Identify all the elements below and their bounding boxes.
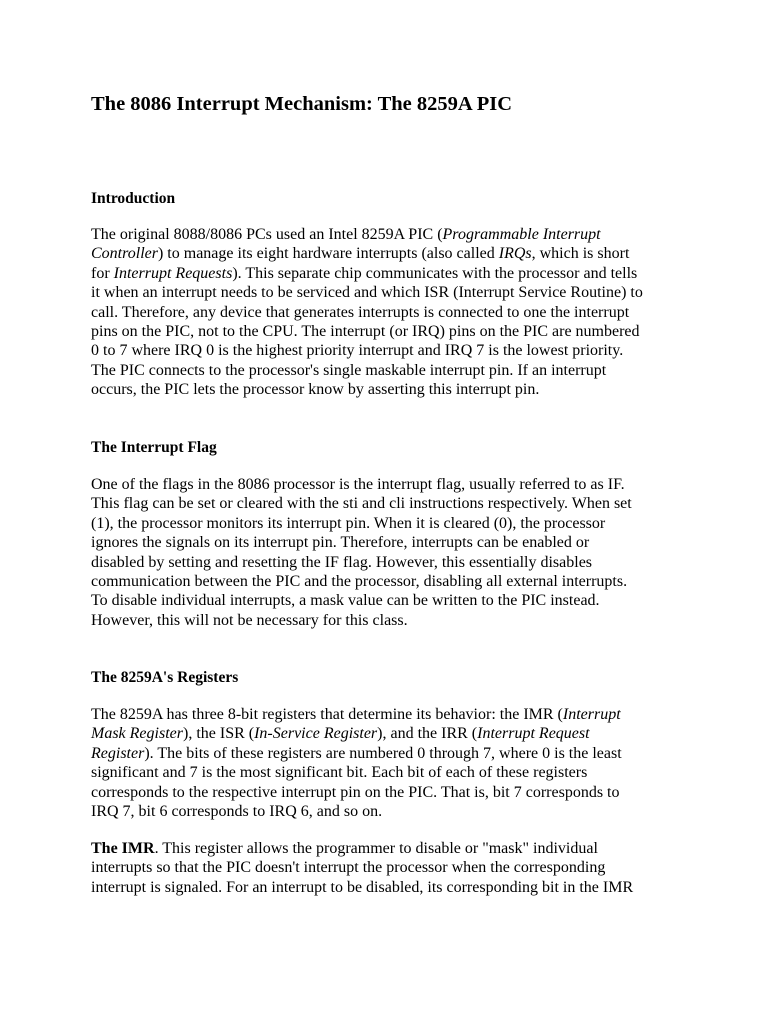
interrupt-flag-heading: The Interrupt Flag — [91, 439, 217, 456]
registers-heading: The 8259A's Registers — [91, 669, 239, 686]
paragraph-line: The original 8088/8086 PCs used an Intel 8259A PIC (Programmable Interrupt — [91, 226, 601, 243]
paragraph-line: Mask Register), the ISR (In-Service Register), and the IRR (Interrupt Request — [91, 725, 590, 743]
introduction-paragraph — [91, 225, 681, 400]
paragraph-line: This flag can be set or cleared with the sti and cli instructions respectively. When set — [91, 495, 632, 513]
paragraph-line: for Interrupt Requests). This separate chip communicates with the processor and tells — [91, 264, 638, 282]
paragraph-line: IRQ 7, bit 6 corresponds to IRQ 6, and so on. — [91, 803, 383, 821]
paragraph-line: corresponds to the respective interrupt pin on the PIC. That is, bit 7 corresponds to — [91, 783, 620, 801]
paragraph-line: interrupts so that the PIC doesn't interrupt the processor when the corresponding — [91, 859, 606, 877]
paragraph-line: disabled by setting and resetting the IF flag. However, this essentially disables — [91, 553, 593, 571]
paragraph-line: (1), the processor monitors its interrupt pin. When it is cleared (0), the processor — [91, 514, 606, 532]
paragraph-line: To disable individual interrupts, a mask value can be written to the PIC instead. — [91, 592, 600, 610]
paragraph-line: Controller) to manage its eight hardware interrupts (also called IRQs, which is short — [91, 245, 630, 263]
paragraph-line: pins on the PIC, not to the CPU. The interrupt (or IRQ) pins on the PIC are numbered — [91, 323, 640, 341]
paragraph-line: The 8259A has three 8-bit registers that determine its behavior: the IMR (Interrupt — [91, 706, 621, 723]
paragraph-line: occurs, the PIC lets the processor know by asserting this interrupt pin. — [91, 381, 540, 399]
paragraph-line: it when an interrupt needs to be serviced and which ISR (Interrupt Service Routine) to — [91, 284, 643, 302]
paragraph-line: interrupt is signaled. For an interrupt to be disabled, its corresponding bit in the IMR — [91, 878, 634, 896]
paragraph-line: significant and 7 is the most significant bit. Each bit of each of these registers — [91, 764, 588, 782]
paragraph-line: One of the flags in the 8086 processor is the interrupt flag, usually referred to as IF. — [91, 476, 625, 493]
paragraph-line: Register). The bits of these registers are numbered 0 through 7, where 0 is the least — [91, 744, 622, 762]
introduction-heading: Introduction — [91, 190, 176, 207]
paragraph-line: 0 to 7 where IRQ 0 is the highest priority interrupt and IRQ 7 is the lowest priority. — [91, 342, 624, 360]
paragraph-line: The PIC connects to the processor's single maskable interrupt pin. If an interrupt — [91, 361, 607, 379]
imr-label: The IMR — [91, 840, 155, 857]
page-title: The 8086 Interrupt Mechanism: The 8259A PIC — [91, 93, 513, 115]
imr-paragraph — [91, 839, 681, 897]
paragraph-line: communication between the PIC and the processor, disabling all external interrupts. — [91, 573, 628, 591]
paragraph-line: call. Therefore, any device that generates interrupts is connected to one the interrupt — [91, 303, 630, 321]
paragraph-line: ignores the signals on its interrupt pin. Therefore, interrupts can be enabled or — [91, 534, 590, 552]
registers-paragraph — [91, 705, 681, 821]
interrupt-flag-paragraph — [91, 475, 681, 630]
paragraph-line: However, this will not be necessary for this class. — [91, 611, 408, 629]
paragraph-line: The IMR. This register allows the programmer to disable or "mask" individual — [91, 840, 598, 857]
